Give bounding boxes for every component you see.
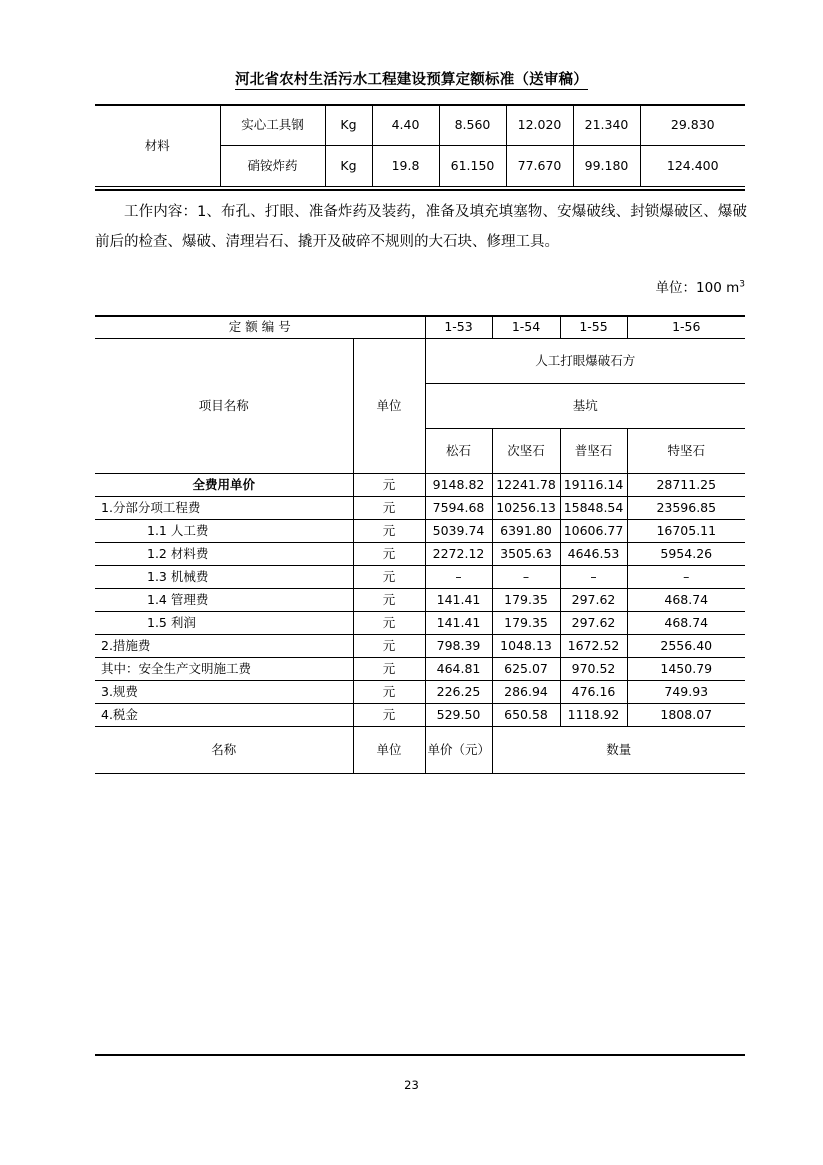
row-value: 12241.78 bbox=[492, 474, 560, 497]
row-value: 749.93 bbox=[627, 681, 745, 704]
row-unit: 元 bbox=[353, 543, 425, 566]
row-value: 10256.13 bbox=[492, 497, 560, 520]
quota-number: 1-53 bbox=[425, 316, 492, 339]
row-value: 5039.74 bbox=[425, 520, 492, 543]
unit-note-text: 单位：100 m bbox=[655, 280, 740, 296]
row-label: 3.规费 bbox=[95, 681, 353, 704]
work-content-paragraph: 工作内容：1、布孔、打眼、准备炸药及装药，准备及填充填塞物、安爆破线、封锁爆破区、爆破前后的检查、爆破、清理岩石、撬开及破碎不规则的大石块、修理工具。 bbox=[95, 204, 747, 250]
row-value: 625.07 bbox=[492, 658, 560, 681]
unit-note bbox=[95, 276, 745, 296]
table-row bbox=[95, 474, 745, 497]
table-row bbox=[95, 520, 745, 543]
row-value: 16705.11 bbox=[627, 520, 745, 543]
row-value: 468.74 bbox=[627, 612, 745, 635]
table-row bbox=[95, 635, 745, 658]
row-unit: 元 bbox=[353, 681, 425, 704]
row-label: 1.1 人工费 bbox=[95, 520, 353, 543]
page-number: 23 bbox=[404, 1078, 419, 1092]
row-value: 468.74 bbox=[627, 589, 745, 612]
row-value: – bbox=[425, 566, 492, 589]
materials-table bbox=[95, 104, 745, 187]
table-row bbox=[95, 704, 745, 727]
rock-type-header: 次坚石 bbox=[492, 429, 560, 474]
unit-note-exponent: 3 bbox=[739, 279, 745, 290]
row-unit: 元 bbox=[353, 635, 425, 658]
row-value: 5954.26 bbox=[627, 543, 745, 566]
row-value: 141.41 bbox=[425, 612, 492, 635]
table-row bbox=[95, 543, 745, 566]
row-unit: 元 bbox=[353, 704, 425, 727]
table-row bbox=[95, 105, 745, 146]
row-label: 1.分部分项工程费 bbox=[95, 497, 353, 520]
row-unit: 元 bbox=[353, 612, 425, 635]
row-value: 7594.68 bbox=[425, 497, 492, 520]
row-value: 4646.53 bbox=[560, 543, 627, 566]
row-unit: 元 bbox=[353, 566, 425, 589]
material-name: 硝铵炸药 bbox=[220, 146, 325, 187]
row-label: 4.税金 bbox=[95, 704, 353, 727]
resource-unit-label: 单位 bbox=[353, 727, 425, 774]
row-value: 23596.85 bbox=[627, 497, 745, 520]
material-name: 实心工具钢 bbox=[220, 105, 325, 146]
quota-number: 1-55 bbox=[560, 316, 627, 339]
table-row bbox=[95, 612, 745, 635]
row-value: 970.52 bbox=[560, 658, 627, 681]
row-value: 2556.40 bbox=[627, 635, 745, 658]
row-value: 2272.12 bbox=[425, 543, 492, 566]
table-row bbox=[95, 589, 745, 612]
row-unit: 元 bbox=[353, 589, 425, 612]
row-value: 9148.82 bbox=[425, 474, 492, 497]
page-title-text: 河北省农村生活污水工程建设预算定额标准（送审稿） bbox=[235, 72, 588, 88]
row-value: – bbox=[560, 566, 627, 589]
materials-group-label: 材料 bbox=[95, 105, 220, 187]
material-unit: Kg bbox=[325, 105, 372, 146]
row-label: 1.2 材料费 bbox=[95, 543, 353, 566]
material-value: 124.400 bbox=[640, 146, 745, 187]
row-unit: 元 bbox=[353, 474, 425, 497]
table-row bbox=[95, 497, 745, 520]
row-value: 28711.25 bbox=[627, 474, 745, 497]
page-title bbox=[0, 68, 823, 89]
row-label: 1.3 机械费 bbox=[95, 566, 353, 589]
table-row bbox=[95, 658, 745, 681]
row-value: 798.39 bbox=[425, 635, 492, 658]
row-value: 529.50 bbox=[425, 704, 492, 727]
row-value: 19116.14 bbox=[560, 474, 627, 497]
resource-price-label: 单价（元） bbox=[425, 727, 492, 774]
resource-name-label: 名称 bbox=[95, 727, 353, 774]
row-label: 全费用单价 bbox=[95, 474, 353, 497]
row-label: 1.5 利润 bbox=[95, 612, 353, 635]
quota-table-bottom-rule bbox=[95, 1054, 745, 1056]
row-unit: 元 bbox=[353, 520, 425, 543]
material-value: 8.560 bbox=[439, 105, 506, 146]
table-row-group-header bbox=[95, 339, 745, 384]
row-value: 15848.54 bbox=[560, 497, 627, 520]
row-value: 297.62 bbox=[560, 612, 627, 635]
quota-group-label: 人工打眼爆破石方 bbox=[425, 339, 745, 384]
row-value: 464.81 bbox=[425, 658, 492, 681]
row-value: 1808.07 bbox=[627, 704, 745, 727]
row-value: – bbox=[492, 566, 560, 589]
row-value: – bbox=[627, 566, 745, 589]
material-value: 77.670 bbox=[506, 146, 573, 187]
row-value: 10606.77 bbox=[560, 520, 627, 543]
material-value: 29.830 bbox=[640, 105, 745, 146]
row-value: 1118.92 bbox=[560, 704, 627, 727]
row-value: 1048.13 bbox=[492, 635, 560, 658]
resource-quantity-label: 数量 bbox=[492, 727, 745, 774]
row-value: 286.94 bbox=[492, 681, 560, 704]
row-value: 650.58 bbox=[492, 704, 560, 727]
material-value: 61.150 bbox=[439, 146, 506, 187]
table-row bbox=[95, 566, 745, 589]
item-name-label: 项目名称 bbox=[95, 339, 353, 474]
material-value: 4.40 bbox=[372, 105, 439, 146]
material-value: 21.340 bbox=[573, 105, 640, 146]
row-value: 476.16 bbox=[560, 681, 627, 704]
row-unit: 元 bbox=[353, 658, 425, 681]
rock-type-header: 普坚石 bbox=[560, 429, 627, 474]
material-value: 12.020 bbox=[506, 105, 573, 146]
row-value: 179.35 bbox=[492, 612, 560, 635]
row-label: 其中：安全生产文明施工费 bbox=[95, 658, 353, 681]
row-value: 226.25 bbox=[425, 681, 492, 704]
row-value: 3505.63 bbox=[492, 543, 560, 566]
materials-table-bottom-rule bbox=[95, 189, 745, 191]
quota-number: 1-56 bbox=[627, 316, 745, 339]
row-unit: 元 bbox=[353, 497, 425, 520]
quota-number: 1-54 bbox=[492, 316, 560, 339]
table-row-resource-header bbox=[95, 727, 745, 774]
rock-type-header: 特坚石 bbox=[627, 429, 745, 474]
row-value: 297.62 bbox=[560, 589, 627, 612]
material-value: 99.180 bbox=[573, 146, 640, 187]
row-value: 141.41 bbox=[425, 589, 492, 612]
material-unit: Kg bbox=[325, 146, 372, 187]
row-value: 1450.79 bbox=[627, 658, 745, 681]
row-value: 179.35 bbox=[492, 589, 560, 612]
quota-subgroup-label: 基坑 bbox=[425, 384, 745, 429]
unit-column-label: 单位 bbox=[353, 339, 425, 474]
row-label: 2.措施费 bbox=[95, 635, 353, 658]
quota-table bbox=[95, 315, 745, 774]
table-row bbox=[95, 681, 745, 704]
row-value: 6391.80 bbox=[492, 520, 560, 543]
material-value: 19.8 bbox=[372, 146, 439, 187]
table-row-quota-numbers bbox=[95, 316, 745, 339]
row-value: 1672.52 bbox=[560, 635, 627, 658]
quota-number-label: 定 额 编 号 bbox=[95, 316, 425, 339]
row-label: 1.4 管理费 bbox=[95, 589, 353, 612]
rock-type-header: 松石 bbox=[425, 429, 492, 474]
